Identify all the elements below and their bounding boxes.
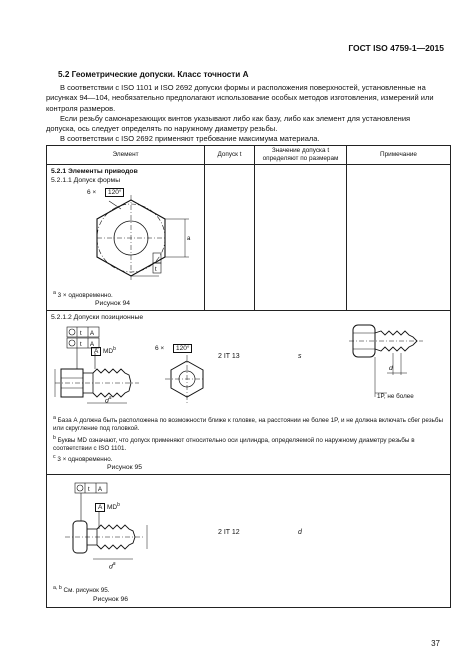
page-number: 37 — [431, 639, 440, 648]
row1-tolerance-cell — [205, 165, 255, 311]
svg-text:A: A — [90, 342, 95, 348]
header-element: Элемент — [47, 146, 205, 165]
tolerance-table — [46, 145, 451, 608]
row3-datum: A — [95, 503, 105, 512]
svg-text:t: t — [155, 267, 157, 273]
row2-count: 6 × — [155, 345, 165, 352]
row1-angle-frame: 120° — [105, 188, 124, 197]
row1-size-cell — [255, 165, 347, 311]
row3-footnote: $^{a, b}$ См. рисунок 95. — [53, 585, 110, 595]
row2-size: s — [298, 353, 302, 360]
svg-text:t: t — [88, 487, 90, 493]
row2-tolerance: 2 IT 13 — [218, 353, 240, 360]
svg-text:t: t — [80, 331, 82, 337]
section-title: 5.2 Геометрические допуски. Класс точности А — [58, 70, 249, 79]
row3-tolerance: 2 IT 12 — [218, 529, 240, 536]
note-d-label: d — [389, 365, 393, 372]
row3-size: d — [298, 529, 302, 536]
row3-cell — [47, 475, 451, 608]
row1-footnote: $^a$ 3 × одновременно. — [53, 290, 113, 300]
figure-95-note-drawing — [347, 319, 447, 399]
row3-md: $MD^b$ — [107, 502, 120, 512]
note-pitch-label: 1P, не более — [377, 393, 414, 400]
svg-text:a: a — [187, 236, 191, 242]
row1-element-cell — [47, 165, 205, 311]
figure-96-caption: Рисунок 96 — [93, 596, 129, 603]
row3-d-label: $d^a$ — [109, 561, 116, 571]
svg-text:t: t — [80, 342, 82, 348]
row2-md: $MD^b$ — [103, 346, 116, 356]
table-row — [47, 311, 451, 475]
row2-d-label: $d^a$ — [105, 395, 112, 405]
row2-subheading: 5.2.1.2 Допуски позиционные — [51, 314, 144, 321]
row1-subheading: 5.2.1.1 Допуск формы — [51, 177, 121, 184]
header-note: Примечание — [347, 146, 451, 165]
table-row — [47, 475, 451, 608]
document-header: ГОСТ ISO 4759-1—2015 — [348, 43, 444, 53]
figure-95-drawing — [47, 323, 205, 408]
header-tolerance: Допуск t — [205, 146, 255, 165]
figure-95-caption: Рисунок 95 — [107, 464, 143, 471]
figure-94-drawing — [47, 185, 205, 280]
row2-datum: A — [91, 347, 101, 356]
row2-footnotes: $^a$ База А должна быть расположена по возможности ближе к головке, на расстоянии не более 1P, и не должна включать сбег резьбы или скругление под головкой. $^b$ Буквы MD означают, что допуск применяют относительно оси цилиндра, определяемой по наружному диаметру резьбы в соответствии с ISO 1101. $^c$ 3 × одновременно. — [53, 415, 444, 464]
header-determined-by: Значение допуска t определяют по размерам — [255, 146, 347, 165]
paragraph-2: Если резьбу самонарезающих винтов указывают либо как базу, либо как элемент для установления допуска, ось следует определять по наружному диаметру резьбы. — [46, 113, 411, 134]
figure-94-caption: Рисунок 94 — [95, 300, 131, 307]
row2-angle-frame: 120° — [173, 344, 192, 353]
row1-count: 6 × — [87, 189, 97, 196]
paragraph-1: В соответствии с ISO 1101 и ISO 2692 допуски формы и расположения поверхностей, установленные на рисунках 94—104, необязательно предполагают использование особых методов изготовления, измерений или контроля размеров. — [46, 83, 434, 113]
row1-note-cell — [347, 165, 451, 311]
table-row — [47, 165, 451, 311]
figure-96-drawing — [47, 481, 205, 576]
intro-paragraphs — [46, 83, 434, 145]
paragraph-3: В соответствии с ISO 2692 применяют требование максимума материала. — [60, 134, 320, 144]
row1-heading: 5.2.1 Элементы приводов — [51, 168, 138, 175]
svg-text:A: A — [98, 487, 103, 493]
row2-cell — [47, 311, 451, 475]
svg-text:A: A — [90, 331, 95, 337]
